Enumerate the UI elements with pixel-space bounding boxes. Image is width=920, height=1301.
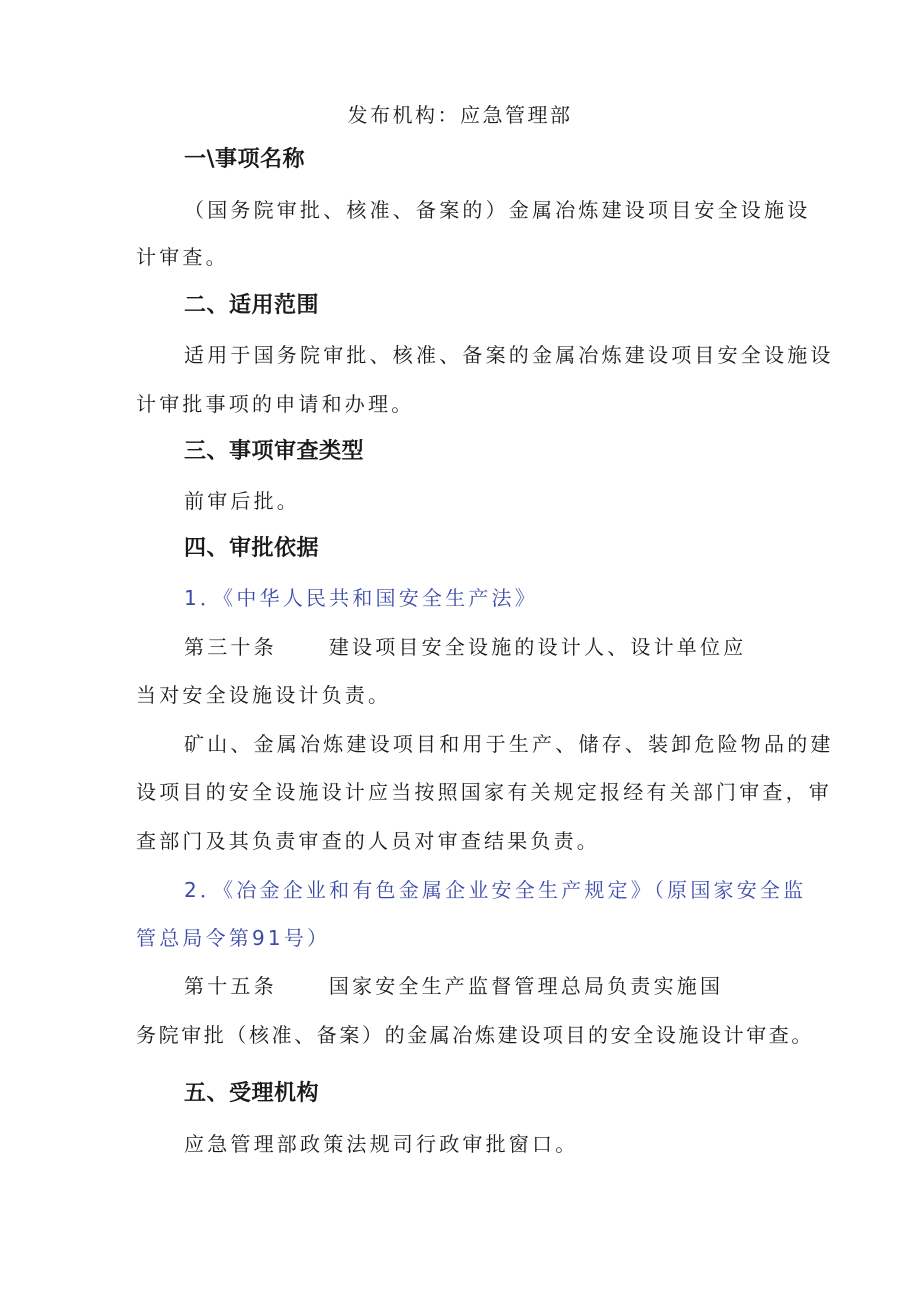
article-15-label: 第十五条 [184,974,277,998]
article-15-text: 国家安全生产监督管理总局负责实施国 [328,974,724,998]
law-2-title-line-2: 管总局令第91号） [136,926,331,950]
law-1-title: 1．《中华人民共和国安全生产法》 [184,586,538,610]
article-15-continuation: 务院审批（核准、备案）的金属冶炼建设项目的安全设施设计审查。 [136,1023,814,1047]
article-30-continuation: 当对安全设施设计负责。 [136,683,392,707]
article-30-text: 建设项目安全设施的设计人、设计单位应 [328,635,747,659]
publisher-line: 发布机构：应急管理部 [347,103,573,127]
section-3-line-1: 前审后批。 [184,489,300,513]
section-1-line-1: （国务院审批、核准、备案的）金属冶炼建设项目安全设施设 [184,198,811,222]
article-30-line [184,633,746,661]
section-1-line-2: 计审查。 [136,245,229,269]
section-1-heading: 一\事项名称 [184,147,306,172]
section-3-heading: 三、事项审查类型 [184,439,365,464]
law-2-title-line-1: 2．《冶金企业和有色金属企业安全生产规定》（原国家安全监 [184,878,807,902]
section-4-heading: 四、审批依据 [184,536,320,561]
section-2-line-2: 计审批事项的申请和办理。 [136,392,415,416]
article-15-line [184,972,723,1000]
section-5-heading: 五、受理机构 [184,1081,320,1106]
section-2-heading: 二、适用范围 [184,293,320,318]
paragraph-2-line-2: 设项目的安全设施设计应当按照国家有关规定报经有关部门审查，审 [136,780,832,804]
section-2-line-1: 适用于国务院审批、核准、备案的金属冶炼建设项目安全设施设 [184,343,834,367]
article-30-label: 第三十条 [184,635,277,659]
paragraph-2-line-3: 查部门及其负责审查的人员对审查结果负责。 [136,829,600,853]
section-5-line-1: 应急管理部政策法规司行政审批窗口。 [184,1132,579,1156]
paragraph-2-line-1: 矿山、金属冶炼建设项目和用于生产、储存、装卸危险物品的建 [184,732,834,756]
